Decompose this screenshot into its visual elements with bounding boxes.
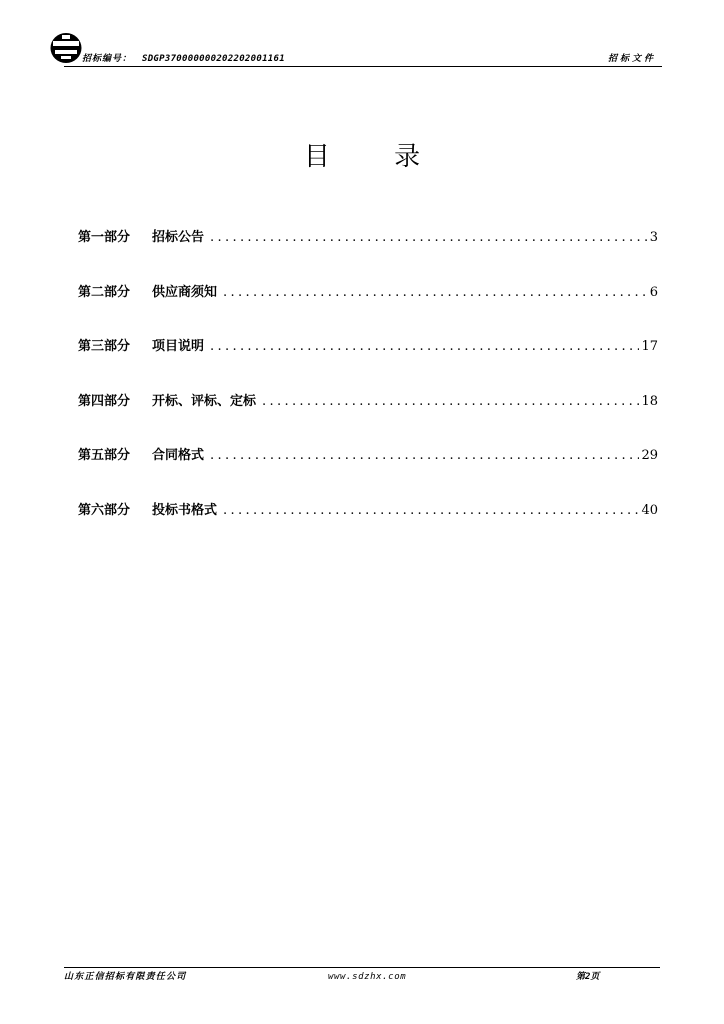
toc-dot-leader <box>210 339 639 354</box>
toc-part-label: 第一部分 <box>78 230 131 245</box>
toc-section-name: 招标公告 <box>152 230 205 245</box>
toc-part-label: 第二部分 <box>78 284 131 300</box>
toc-dot-leader <box>223 285 648 300</box>
toc-section-name: 供应商须知 <box>152 284 218 300</box>
toc-part-label: 第四部分 <box>78 393 131 409</box>
toc-dot-leader <box>210 230 648 245</box>
toc-part-label: 第六部分 <box>78 502 131 518</box>
table-of-contents <box>78 226 658 554</box>
toc-page-number: 40 <box>641 502 658 518</box>
toc-section-name: 项目说明 <box>152 339 205 355</box>
bid-number-label: 招标编号： <box>82 54 133 64</box>
page-title: 目 录 <box>303 142 449 172</box>
toc-page-number: 17 <box>641 339 658 355</box>
page-footer <box>64 967 660 984</box>
toc-page-number: 18 <box>641 393 658 409</box>
toc-entry-part-1[interactable] <box>78 226 658 281</box>
toc-part-label: 第三部分 <box>78 339 131 355</box>
toc-dot-leader <box>210 448 639 463</box>
toc-section-name: 开标、评标、定标 <box>152 393 257 409</box>
toc-entry-part-5[interactable] <box>78 444 658 499</box>
toc-entry-part-6[interactable] <box>78 499 658 554</box>
toc-dot-leader <box>262 394 639 409</box>
toc-section-name: 合同格式 <box>152 448 205 464</box>
page-header <box>64 52 662 67</box>
document-type: 招标文件 <box>607 54 656 64</box>
toc-section-name: 投标书格式 <box>152 502 218 518</box>
company-website: www.sdzhx.com <box>328 972 407 982</box>
company-name: 山东正信招标有限责任公司 <box>64 972 187 982</box>
toc-entry-part-4[interactable] <box>78 390 658 445</box>
toc-part-label: 第五部分 <box>78 448 131 464</box>
toc-page-number: 29 <box>641 448 658 464</box>
page-number: 第2页 <box>576 972 600 982</box>
toc-dot-leader <box>223 503 639 518</box>
bid-number: SDGP370000000202202001161 <box>142 54 285 64</box>
toc-entry-part-2[interactable] <box>78 281 658 336</box>
toc-page-number: 6 <box>649 284 658 300</box>
toc-entry-part-3[interactable] <box>78 335 658 390</box>
toc-page-number: 3 <box>649 230 658 245</box>
